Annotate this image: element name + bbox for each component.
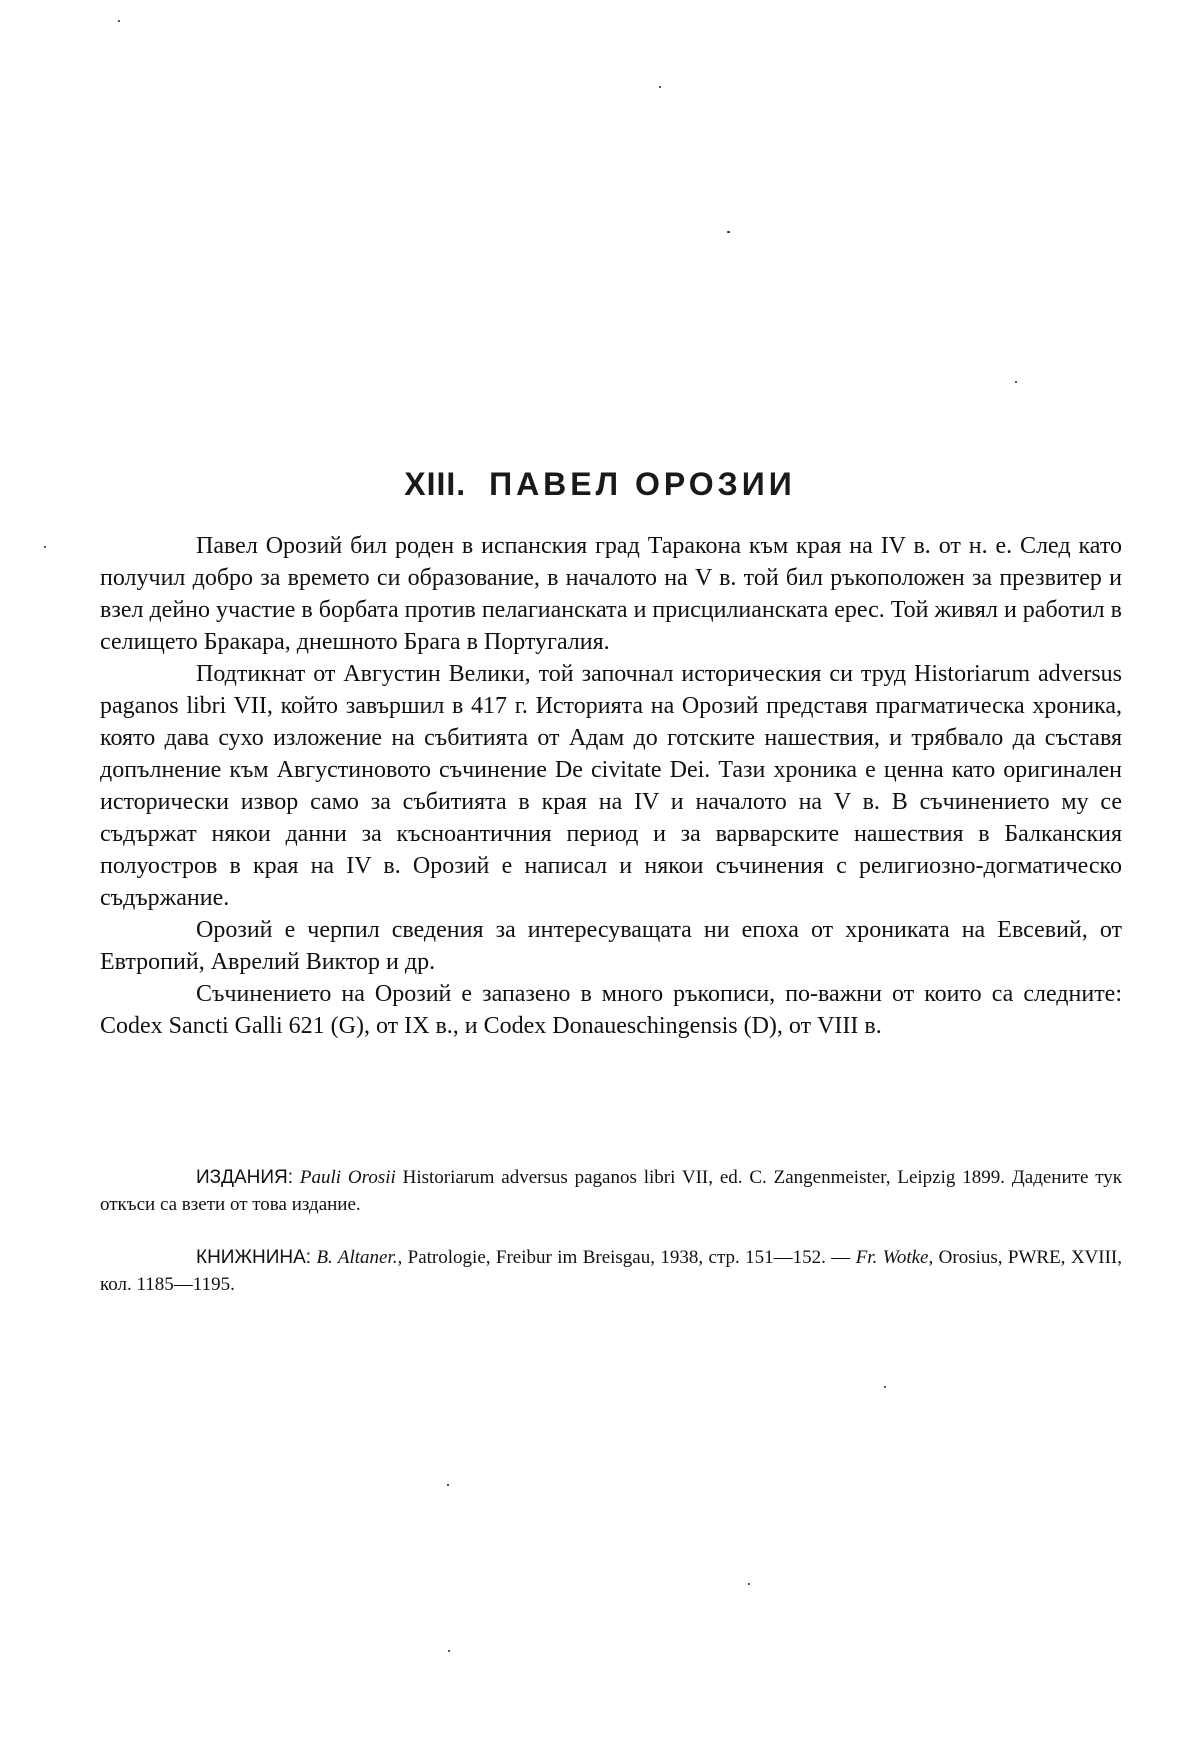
scan-speck [118, 20, 120, 22]
literature-author-2: Fr. Wotke, [855, 1247, 934, 1268]
chapter-body [100, 530, 1122, 1042]
literature-text-2: Orosius, PWRE, XVIII, кол. 1185—1195. [100, 1247, 1123, 1295]
literature-note [100, 1244, 1122, 1298]
editions-author: Pauli Orosii [299, 1167, 396, 1188]
scan-speck [748, 1583, 750, 1585]
scan-speck [884, 1386, 886, 1388]
paragraph-manuscripts: Съчинението на Орозий е запазено в много ръкописи, по-важни от които са следните: Codex Sancti Galli 621 (G), от IX в., и Codex Donaueschingensis (D), от VIII в. [100, 981, 1122, 1039]
editions-label: ИЗДАНИЯ: [196, 1167, 294, 1188]
chapter-title: ПАВЕЛ ОРОЗИИ [489, 466, 796, 502]
literature-label: КНИЖНИНА: [196, 1247, 312, 1268]
paragraph-biography: Павел Орозий бил роден в испанския град Таракона към края на IV в. от н. е. След като получил добро за времето си образование, в началото на V в. той бил ръкоположен за презвитер и взел дейно участие в борбата против пелагианската и присцилианската ерес. Той живял и работил в селището Бракара, днешното Брага в Португалия. [100, 533, 1122, 655]
scan-speck [727, 231, 730, 233]
scan-speck [659, 86, 661, 88]
scan-speck [448, 1650, 450, 1652]
paragraph-historiarum: Подтикнат от Августин Велики, той започнал историческия си труд Historiarum adversus paganos libri VII, който завършил в 417 г. Историята на Орозий представя прагматическа хроника, която дава сухо изложение на събитията от Адам до готските нашествия, и трябвало да съставя допълнение към Августиновото съчинение De civitate Dei. Тази хроника е ценна като оригинален исторически извор само за събитията в края на IV и началото на V в. В съчинението му се съдържат някои данни за късноантичния период и за варварските нашествия в Балканския полуостров в края на IV в. Орозий е написал и някои съчинения с религиозно-догматическо съдържание. [100, 661, 1122, 911]
scan-speck [44, 546, 46, 548]
scan-speck [447, 1484, 449, 1486]
literature-text-1: Patrologie, Freibur im Breisgau, 1938, стр. 151—152. — [407, 1247, 851, 1268]
editions-text: Historiarum adversus paganos libri VII, ed. C. Zangenmeister, Leipzig 1899. Дадените тук откъси са взети от това издание. [100, 1167, 1122, 1215]
scan-speck [1015, 381, 1017, 383]
chapter-heading [0, 466, 1200, 503]
editions-note [100, 1164, 1122, 1218]
literature-author-1: B. Altaner., [316, 1247, 403, 1268]
paragraph-sources: Орозий е черпил сведения за интересуващата ни епоха от хрониката на Евсевий, от Евтропий, Аврелий Виктор и др. [100, 917, 1122, 975]
chapter-number: XIII. [404, 466, 467, 502]
